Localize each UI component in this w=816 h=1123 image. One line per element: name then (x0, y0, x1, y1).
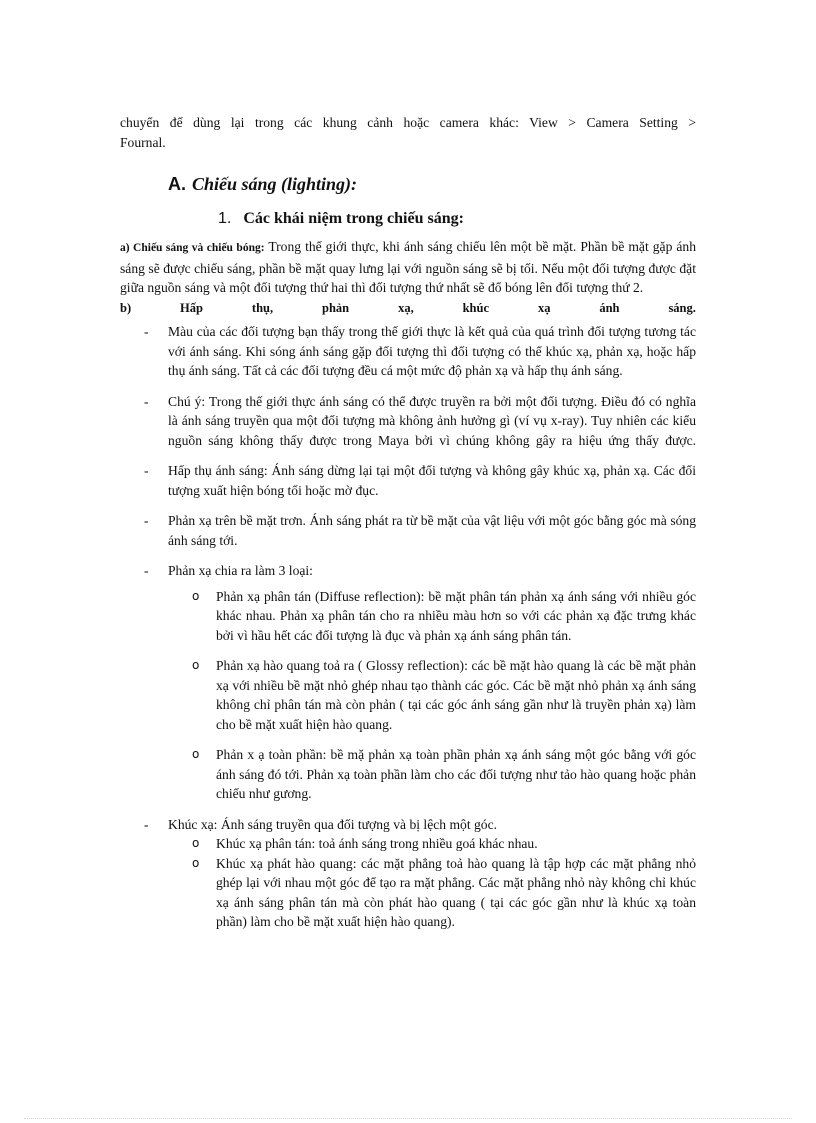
dash-bullet-icon: - (144, 324, 149, 339)
circle-bullet-icon: o (192, 855, 200, 870)
dash-bullet-icon: - (144, 513, 149, 528)
section-a-heading (168, 171, 696, 197)
paragraph-b-word: sáng. (668, 300, 696, 315)
sub-list-item (168, 587, 696, 646)
list-item-text: Hấp thụ ánh sáng: Ánh sáng dừng lại tại một đối tượng và không gây khúc xạ, phản xạ. Các đối tượng xuất hiện bóng tối hoặc mờ đục. (168, 463, 696, 498)
paragraph-a (120, 237, 696, 298)
refraction-types-list (168, 834, 696, 932)
dash-bullet-icon: - (144, 463, 149, 478)
paragraph-b-word: thụ, (251, 300, 274, 315)
intro-line-1: chuyển để dùng lại trong các khung cảnh hoặc camera khác: View > Camera Setting > (120, 115, 696, 130)
circle-bullet-icon: o (192, 747, 200, 761)
intro-line-2: Fournal. (120, 134, 166, 150)
list-item-text: Khúc xạ: Ánh sáng truyền qua đối tượng và bị lệch một góc. (168, 816, 498, 832)
sub-list-item-text: Phản x ạ toàn phần: bề mặ phản xạ toàn phần phản xạ ánh sáng một góc bằng với góc ánh sáng đó tới. Phản xạ toàn phần làm cho các đối tượng như tảo hào quang hoặc phản chiếu như gương. (216, 747, 696, 801)
list-item (120, 322, 696, 381)
paragraph-b-heading (120, 299, 696, 319)
sub-list-item-text: Phản xạ phân tán (Diffuse reflection): bề mặt phân tán phản xạ ánh sáng với nhiều góc khác nhau. Phản xạ phân tán cho ra nhiều màu hơn so với các phản xạ đặc trưng khác bởi vì hầu hết các đối tượng là đục và phản xạ ánh sáng phân tán. (216, 588, 696, 643)
paragraph-b-word: khúc (462, 300, 490, 315)
sub-list-item (168, 854, 696, 932)
page-content (120, 113, 696, 932)
list-item (120, 815, 696, 932)
sub-list-item-text: Khúc xạ phát hào quang: các mặt phẳng toả hào quang là tập hợp các mặt phẳng nhỏ ghép lại với nhau một góc để tạo ra mặt phẳng. Các mặt phẳng nhỏ này không chỉ khúc xạ ánh sáng phân tán mà còn phát hào quang ( tại các góc gần như là khúc xạ toàn phần) làm cho bề mặt xuất hiện hào quang). (216, 855, 696, 929)
dash-bullet-icon: - (144, 816, 149, 832)
reflection-types-list (168, 587, 696, 804)
paragraph-b-word: Hấp (180, 300, 203, 315)
bullet-list (120, 322, 696, 932)
section-1-title: Các khái niệm trong chiếu sáng: (243, 210, 464, 227)
list-item (120, 511, 696, 550)
list-item-text: Chú ý: Trong thế giới thực ánh sáng có thể được truyền ra bởi một đối tượng. Điều đó có nghĩa là ánh sáng truyền qua một đối tượng mà không ảnh hưởng gì (ví vụ x-ray). Tuy nhiên các kiểu nguồn sáng không thấy được trong Maya bởi vì chúng không gây ra hiệu ứng thấy được. (168, 393, 696, 448)
sub-list-item (168, 656, 696, 734)
paragraph-b-word: xạ (537, 300, 551, 315)
section-a-letter: A. (168, 174, 186, 194)
list-item-text: Phản xạ chia ra làm 3 loại: (168, 563, 313, 578)
paragraph-b-word: phản (322, 300, 350, 315)
dash-bullet-icon: - (144, 393, 149, 409)
circle-bullet-icon: o (192, 836, 200, 850)
list-item-text: Phản xạ trên bề mặt trơn. Ánh sáng phát ra từ bề mặt của vật liệu với một góc bằng góc mà sóng ánh sáng tới. (168, 513, 696, 548)
list-item (120, 461, 696, 500)
paragraph-b-word: xạ, (398, 300, 414, 315)
sub-list-item (168, 834, 696, 854)
circle-bullet-icon: o (192, 658, 200, 672)
page-bottom-divider (24, 1118, 792, 1119)
sub-list-item-text: Khúc xạ phân tán: toả ánh sáng trong nhiều goá khác nhau. (216, 836, 538, 851)
paragraph-a-text: Trong thế giới thực, khi ánh sáng chiếu lên một bề mặt. Phần bề mặt gặp ánh sáng sẽ được chiếu sáng, phần bề mặt quay lưng lại với nguồn sáng sẽ bị tối. Nếu một đối tượng được đặt giữa nguồn sáng và một đối tượng thứ hai thì đối tượng thứ nhất sẽ đổ bóng lên đối tượng thứ 2. (120, 239, 696, 295)
dash-bullet-icon: - (144, 563, 149, 578)
sub-list-item (168, 745, 696, 804)
paragraph-a-lead: a) Chiếu sáng và chiếu bóng: (120, 242, 265, 254)
section-1-heading (218, 207, 696, 231)
circle-bullet-icon: o (192, 588, 200, 603)
section-a-title: Chiếu sáng (lighting): (192, 174, 358, 194)
list-item-text: Màu của các đối tượng bạn thấy trong thế giới thực là kết quả của quá trình đối tượng tương tác với ánh sáng. Khi sóng ánh sáng gặp đối tượng thì đối tượng có thể khúc xạ, phản xạ, hoặc hấp thụ ánh sáng. Tất cả các đối tượng đều cá một mức độ phản xạ và hấp thụ ánh sáng. (168, 324, 696, 378)
sub-list-item-text: Phản xạ hào quang toả ra ( Glossy reflection): các bề mặt hào quang là các bề mặt phản xạ với nhiều bề mặt nhỏ ghép nhau tạo thành các góc. Các bề mặt nhỏ phản xạ ánh sáng không chỉ phân tán mà còn phản ( tại các góc ánh sáng gần như là truyền phản xạ) làm cho bề mặt xuất hiện hào quang. (216, 658, 696, 732)
list-item (120, 392, 696, 451)
list-item (120, 561, 696, 804)
paragraph-b-word: ánh (599, 300, 620, 315)
paragraph-b-word: b) (120, 300, 132, 315)
section-1-number: 1. (218, 210, 232, 227)
